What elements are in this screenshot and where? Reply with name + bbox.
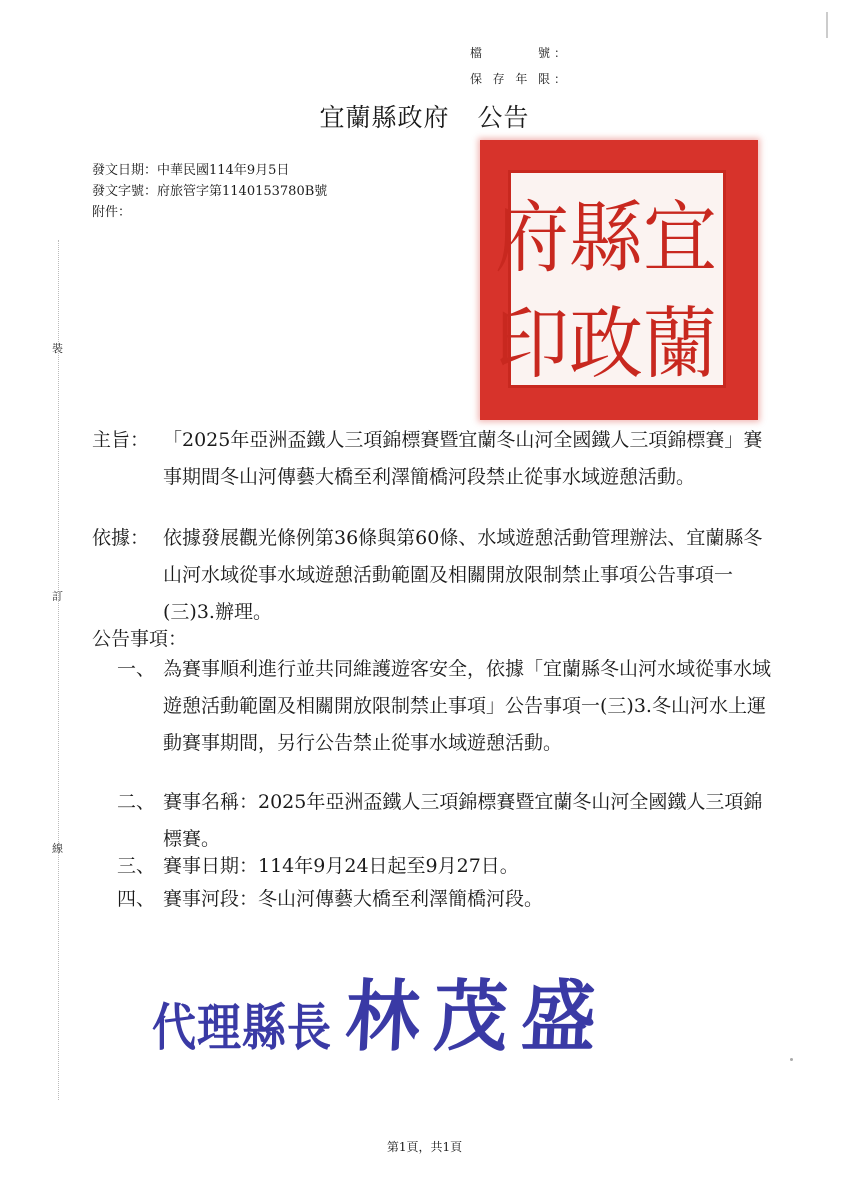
document-title <box>0 98 849 134</box>
attachment-label: 附件： <box>92 205 132 220</box>
seal-char: 印 <box>495 299 569 390</box>
scan-artifact <box>790 1058 793 1061</box>
document-meta <box>470 40 566 92</box>
scan-artifact <box>826 12 828 38</box>
seal-characters <box>495 179 717 390</box>
basis-text: 依據發展觀光條例第36條與第60條、水域遊憩活動管理辦法、宜蘭縣冬山河水域從事水域遊憩活動範圍及相關開放限制禁止事項公告事項一(三)3.辦理。 <box>163 527 763 623</box>
item-number: 三、 <box>117 855 156 877</box>
item-text: 賽事日期：114年9月24日起至9月27日。 <box>163 855 519 877</box>
seal-char: 蘭 <box>643 299 717 390</box>
item-text: 賽事河段：冬山河傳藝大橋至利澤簡橋河段。 <box>163 888 544 910</box>
announcement-item <box>117 651 772 762</box>
seal-face <box>495 170 726 390</box>
seal-char: 府 <box>495 193 569 284</box>
announcement-item <box>117 881 772 918</box>
file-number-row <box>470 40 566 66</box>
item-text: 為賽事順利進行並共同維護遊客安全，依據「宜蘭縣冬山河水域從事水域遊憩活動範圍及相關開放限制禁止事項」公告事項一(三)3.冬山河水上運動賽事期間，另行公告禁止從事水域遊憩活動。 <box>163 658 772 754</box>
seal-char: 宜 <box>643 193 717 284</box>
item-number: 二、 <box>117 791 156 813</box>
seal-char: 縣 <box>569 193 643 284</box>
retention-row <box>470 66 566 92</box>
attachment-row <box>92 202 327 223</box>
item-text: 賽事名稱：2025年亞洲盃鐵人三項錦標賽暨宜蘭冬山河全國鐵人三項錦標賽。 <box>163 791 763 850</box>
binding-mark-bind: 裝 <box>52 342 63 355</box>
file-number-label: 檔號 <box>470 46 550 60</box>
dispatch-date-label: 發文日期： <box>92 163 158 178</box>
signatory-role: 代理縣長 <box>152 998 332 1058</box>
dispatch-info <box>92 160 327 223</box>
dispatch-date-row <box>92 160 327 181</box>
basis-section <box>92 520 772 631</box>
dispatch-number-label: 發文字號： <box>92 184 158 199</box>
item-number: 一、 <box>117 658 156 680</box>
subject-text: 「2025年亞洲盃鐵人三項錦標賽暨宜蘭冬山河全國鐵人三項錦標賽」賽事期間冬山河傳藝大橋至利澤簡橋河段禁止從事水域遊憩活動。 <box>163 429 763 488</box>
item-number: 四、 <box>117 888 156 910</box>
signature-stamp <box>152 958 610 1064</box>
binding-mark-line: 線 <box>52 842 63 855</box>
announcement-item <box>117 848 772 885</box>
official-seal <box>480 140 758 420</box>
page-number: 第1頁，共1頁 <box>386 1140 463 1154</box>
basis-heading: 依據： <box>92 527 150 549</box>
seal-char: 政 <box>569 299 643 390</box>
retention-value: ： <box>554 72 567 86</box>
dispatch-date-value: 中華民國114年9月5日 <box>157 163 290 178</box>
dispatch-number-row <box>92 181 327 202</box>
binding-mark-staple: 訂 <box>52 590 63 603</box>
signatory-name: 林茂盛 <box>343 972 612 1063</box>
dispatch-number-value: 府旅管字第1140153780B號 <box>157 184 328 199</box>
subject-section <box>92 422 772 496</box>
document-type: 公告 <box>477 103 530 132</box>
announcement-item <box>117 784 772 858</box>
file-number-value: ： <box>554 46 567 60</box>
announcement-heading: 公告事項： <box>92 628 188 650</box>
subject-heading: 主旨： <box>92 429 150 451</box>
issuing-organization: 宜蘭縣政府 <box>319 103 450 132</box>
binding-line <box>58 240 59 1100</box>
retention-label: 保存年限 <box>470 72 550 86</box>
